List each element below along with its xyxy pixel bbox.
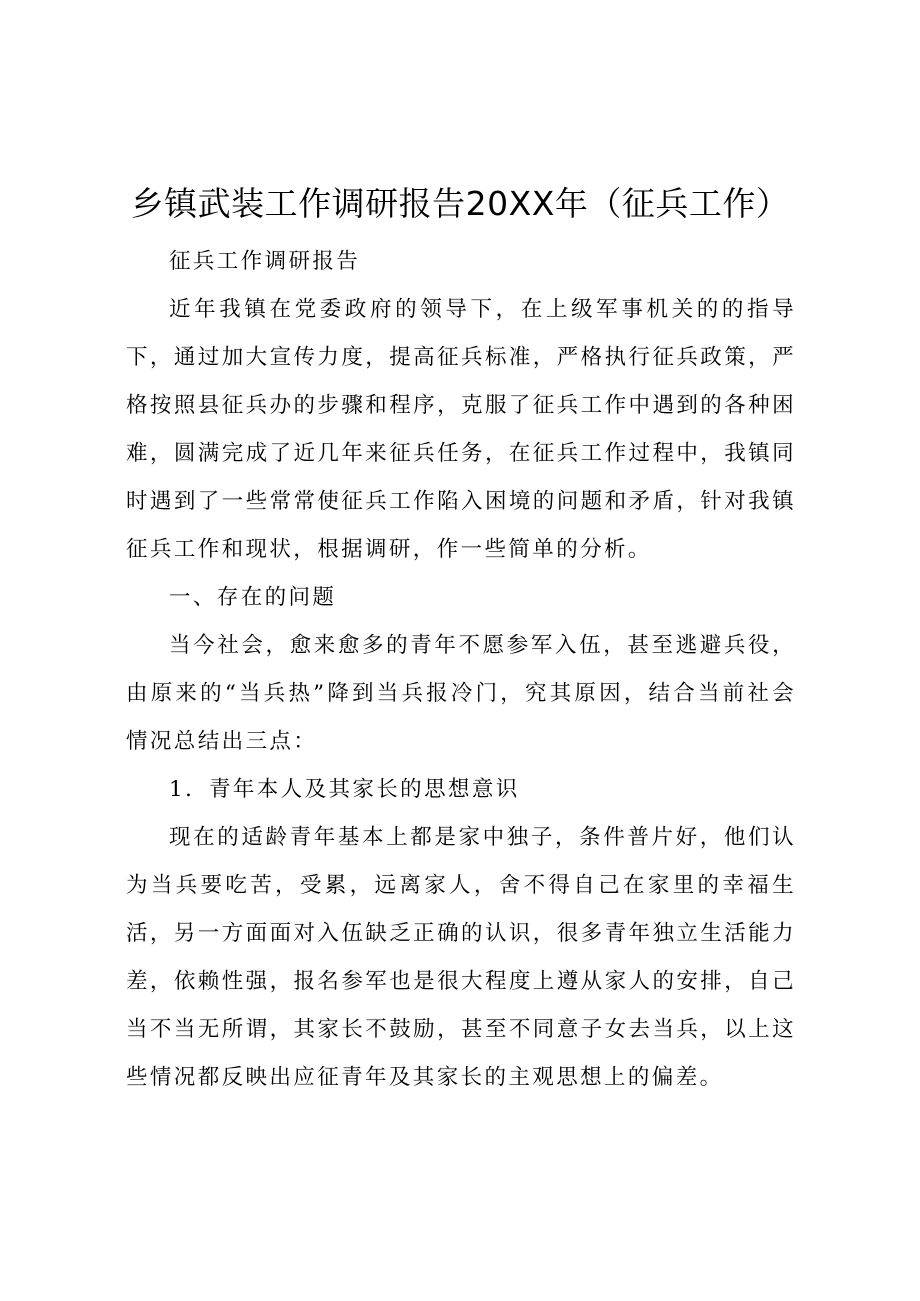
section-heading-problems: 一、存在的问题 [169, 585, 337, 610]
point-paragraph-1: 现在的适龄青年基本上都是家中独子，条件普片好，他们认为当兵要吃苦，受累，远离家人，舍不得自己在家里的幸福生活，另一方面面对入伍缺乏正确的认识，很多青年独立生活能力差，依赖性强，报名参军也是很大程度上遵从家人的安排，自己当不当无所谓，其家长不鼓励，甚至不同意子女去当兵，以上这些情况都反映出应征青年及其家长的主观思想上的偏差。 [126, 825, 796, 1090]
problems-paragraph: 当今社会，愈来愈多的青年不愿参军入伍，甚至逃避兵役，由原来的“当兵热”降到当兵报冷门，究其原因，结合当前社会情况总结出三点： [126, 633, 796, 754]
point-heading-1: 1．青年本人及其家长的思想意识 [169, 777, 520, 802]
document-body [126, 238, 796, 1102]
document-title: 乡镇武装工作调研报告20XX年（征兵工作） [130, 184, 790, 223]
intro-paragraph: 近年我镇在党委政府的领导下，在上级军事机关的的指导下，通过加大宣传力度，提高征兵标准，严格执行征兵政策，严格按照县征兵办的步骤和程序，克服了征兵工作中遇到的各种困难，圆满完成了近几年来征兵任务，在征兵工作过程中，我镇同时遇到了一些常常使征兵工作陷入困境的问题和矛盾，针对我镇征兵工作和现状，根据调研，作一些简单的分析。 [126, 297, 796, 562]
subtitle: 征兵工作调研报告 [169, 249, 361, 274]
